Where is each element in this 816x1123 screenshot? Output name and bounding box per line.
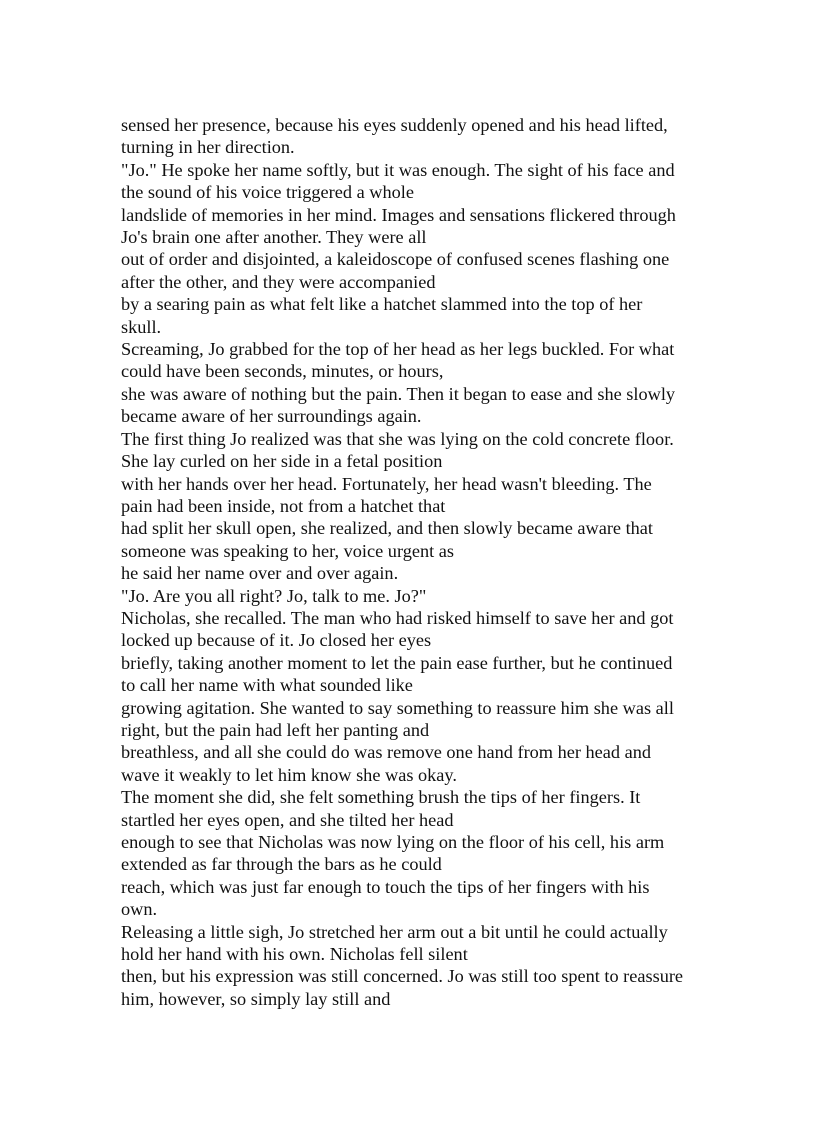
text-line: locked up because of it. Jo closed her eyes	[121, 630, 432, 651]
text-line: reach, which was just far enough to touch the tips of her fingers with his	[121, 876, 650, 897]
text-line: startled her eyes open, and she tilted her head	[121, 809, 454, 830]
text-line: Nicholas, she recalled. The man who had risked himself to save her and got	[121, 607, 674, 628]
text-line: by a searing pain as what felt like a hatchet slammed into the top of her	[121, 294, 643, 315]
text-line: She lay curled on her side in a fetal position	[121, 451, 443, 472]
text-line: had split her skull open, she realized, and then slowly became aware that	[121, 518, 654, 539]
text-line: became aware of her surroundings again.	[121, 406, 422, 427]
text-line: briefly, taking another moment to let the pain ease further, but he continued	[121, 652, 673, 673]
text-line: to call her name with what sounded like	[121, 675, 413, 696]
text-line: the sound of his voice triggered a whole	[121, 182, 414, 203]
body-text	[121, 114, 706, 1010]
text-line: sensed her presence, because his eyes suddenly opened and his head lifted,	[121, 115, 668, 135]
text-line: him, however, so simply lay still and	[121, 988, 391, 1009]
text-line: growing agitation. She wanted to say something to reassure him she was all	[121, 697, 674, 718]
text-line: extended as far through the bars as he could	[121, 854, 442, 875]
text-line: own.	[121, 899, 158, 920]
text-line: he said her name over and over again.	[121, 563, 399, 584]
text-line: "Jo." He spoke her name softly, but it was enough. The sight of his face and	[121, 159, 675, 180]
text-line: after the other, and they were accompanied	[121, 271, 436, 292]
text-line: pain had been inside, not from a hatchet that	[121, 495, 446, 516]
text-line: The moment she did, she felt something brush the tips of her fingers. It	[121, 787, 641, 808]
text-line: someone was speaking to her, voice urgent as	[121, 540, 454, 561]
text-line: enough to see that Nicholas was now lying on the floor of his cell, his arm	[121, 832, 665, 852]
text-line: right, but the pain had left her panting and	[121, 719, 430, 740]
text-line: wave it weakly to let him know she was okay.	[121, 764, 457, 785]
text-line: turning in her direction.	[121, 137, 295, 158]
text-line: skull.	[121, 316, 162, 337]
text-line: Releasing a little sigh, Jo stretched her arm out a bit until he could actually	[121, 921, 668, 942]
text-line: then, but his expression was still concerned. Jo was still too spent to reassure	[121, 966, 684, 987]
text-line: Jo's brain one after another. They were all	[121, 227, 427, 248]
text-line: The first thing Jo realized was that she was lying on the cold concrete floor.	[121, 428, 674, 449]
text-line: "Jo. Are you all right? Jo, talk to me. Jo?"	[121, 585, 427, 606]
text-line: hold her hand with his own. Nicholas fell silent	[121, 944, 468, 965]
text-line: out of order and disjointed, a kaleidoscope of confused scenes flashing one	[121, 249, 670, 270]
text-line: she was aware of nothing but the pain. Then it began to ease and she slowly	[121, 383, 676, 404]
text-line: landslide of memories in her mind. Images and sensations flickered through	[121, 204, 676, 225]
text-line: breathless, and all she could do was remove one hand from her head and	[121, 742, 651, 763]
text-line: Screaming, Jo grabbed for the top of her head as her legs buckled. For what	[121, 339, 675, 360]
text-line: with her hands over her head. Fortunately, her head wasn't bleeding. The	[121, 473, 652, 494]
text-line: could have been seconds, minutes, or hours,	[121, 361, 444, 382]
